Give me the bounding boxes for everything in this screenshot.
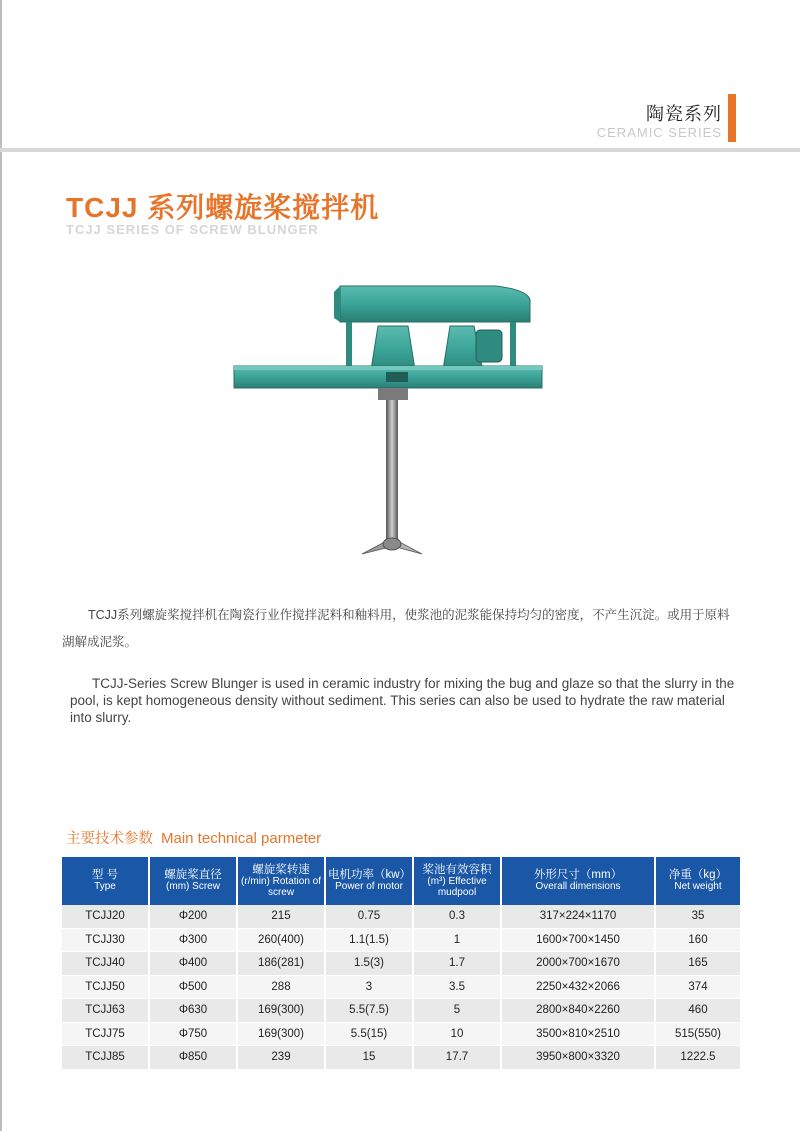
description-en: TCJJ-Series Screw Blunger is used in ceramic industry for mixing the bug and glaze so that the slurry in the pool, is kept homogeneous density without sediment. This series can also be used to hydrate the raw material into slurry.	[70, 676, 735, 725]
cell-type: TCJJ30	[62, 929, 148, 953]
cell-volume: 1	[414, 929, 500, 953]
header-dimensions: 外形尺寸（mm） Overall dimensions	[502, 857, 654, 905]
cell-rotation: 186(281)	[238, 952, 324, 976]
cell-volume: 17.7	[414, 1046, 500, 1070]
cell-power: 1.5(3)	[326, 952, 412, 976]
table-row	[62, 905, 740, 929]
cell-screw: Φ400	[150, 952, 236, 976]
header-divider	[0, 148, 800, 152]
section-title-en: Main technical parmeter	[161, 830, 322, 847]
cell-type: TCJJ85	[62, 1046, 148, 1070]
table-row	[62, 976, 740, 1000]
screw-blunger-illustration	[228, 282, 548, 564]
page-left-rule	[0, 0, 2, 1131]
cell-rotation: 260(400)	[238, 929, 324, 953]
technical-parameters-table	[60, 857, 742, 1070]
cell-type: TCJJ63	[62, 999, 148, 1023]
table-row	[62, 1046, 740, 1070]
cell-screw: Φ630	[150, 999, 236, 1023]
description-cn: TCJJ系列螺旋桨搅拌机在陶瓷行业作搅拌泥料和釉料用，使浆池的泥浆能保持均匀的密度，不产生沉淀。或用于原料湖解成泥浆。	[62, 608, 730, 649]
header-net-weight: 净重（kg） Net weight	[656, 857, 740, 905]
cell-weight: 35	[656, 905, 740, 929]
cell-screw: Φ200	[150, 905, 236, 929]
header-type: 型 号 Type	[62, 857, 148, 905]
cell-type: TCJJ75	[62, 1023, 148, 1047]
cell-type: TCJJ50	[62, 976, 148, 1000]
cell-rotation: 239	[238, 1046, 324, 1070]
cell-screw: Φ300	[150, 929, 236, 953]
cell-screw: Φ850	[150, 1046, 236, 1070]
cell-volume: 10	[414, 1023, 500, 1047]
cell-power: 0.75	[326, 905, 412, 929]
table-row	[62, 1023, 740, 1047]
cell-weight: 515(550)	[656, 1023, 740, 1047]
header-screw-diameter: 螺旋桨直径 (mm) Screw	[150, 857, 236, 905]
cell-power: 1.1(1.5)	[326, 929, 412, 953]
cell-weight: 160	[656, 929, 740, 953]
cell-screw: Φ500	[150, 976, 236, 1000]
cell-type: TCJJ40	[62, 952, 148, 976]
series-label-cn: 陶瓷系列	[646, 104, 722, 124]
page-subtitle: TCJJ SERIES OF SCREW BLUNGER	[66, 222, 319, 237]
cell-rotation: 288	[238, 976, 324, 1000]
section-title	[66, 827, 321, 848]
header-accent-bar	[728, 94, 736, 142]
cell-dimensions: 2800×840×2260	[502, 999, 654, 1023]
cell-rotation: 169(300)	[238, 999, 324, 1023]
header-rotation: 螺旋桨转速 (r/min) Rotation of screw	[238, 857, 324, 905]
cell-dimensions: 3500×810×2510	[502, 1023, 654, 1047]
cell-power: 15	[326, 1046, 412, 1070]
cell-screw: Φ750	[150, 1023, 236, 1047]
cell-volume: 3.5	[414, 976, 500, 1000]
cell-dimensions: 2250×432×2066	[502, 976, 654, 1000]
cell-rotation: 169(300)	[238, 1023, 324, 1047]
cell-dimensions: 3950×800×3320	[502, 1046, 654, 1070]
cell-dimensions: 1600×700×1450	[502, 929, 654, 953]
page-title: TCJJ 系列螺旋桨搅拌机	[66, 192, 380, 223]
cell-rotation: 215	[238, 905, 324, 929]
cell-weight: 374	[656, 976, 740, 1000]
cell-weight: 165	[656, 952, 740, 976]
cell-dimensions: 317×224×1170	[502, 905, 654, 929]
cell-volume: 5	[414, 999, 500, 1023]
table-header-row	[62, 857, 740, 905]
table-row	[62, 952, 740, 976]
cell-power: 5.5(15)	[326, 1023, 412, 1047]
cell-volume: 1.7	[414, 952, 500, 976]
header-mudpool-volume: 桨池有效容积 (m³) Effective mudpool	[414, 857, 500, 905]
cell-power: 5.5(7.5)	[326, 999, 412, 1023]
cell-volume: 0.3	[414, 905, 500, 929]
cell-dimensions: 2000×700×1670	[502, 952, 654, 976]
cell-weight: 1222.5	[656, 1046, 740, 1070]
cell-power: 3	[326, 976, 412, 1000]
section-title-cn: 主要技术参数	[66, 831, 153, 847]
header-motor-power: 电机功率（kw） Power of motor	[326, 857, 412, 905]
cell-weight: 460	[656, 999, 740, 1023]
table-row	[62, 929, 740, 953]
cell-type: TCJJ20	[62, 905, 148, 929]
series-label-en: CERAMIC SERIES	[596, 125, 722, 140]
table-row	[62, 999, 740, 1023]
